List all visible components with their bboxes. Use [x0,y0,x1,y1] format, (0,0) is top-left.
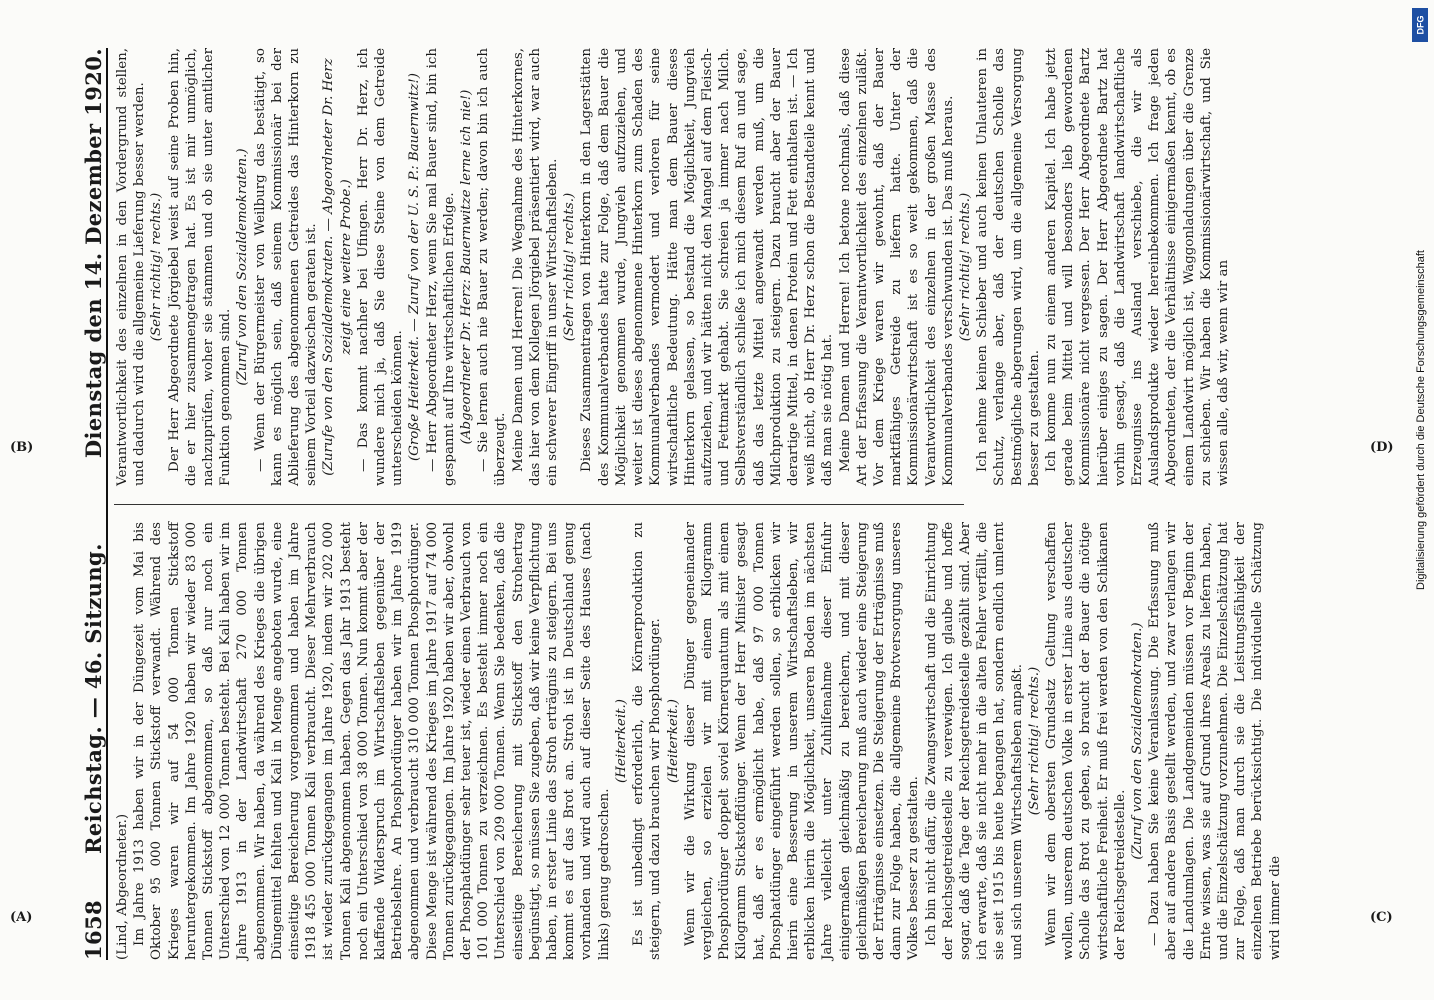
paragraph: (Zurufe von den Sozialdemokraten. — Abgeordneter Dr. Herz zeigt eine weitere Probe.) [321,58,354,476]
paragraph: — Das kommt nachher bei Ufingen. Herr Dr. Herz, ich wundere mich ja, daß Sie diese Steine von dem Getreide unterscheiden können. [355,48,406,486]
paragraph: (Heiterkeit.) [665,699,681,783]
paragraph: (Lind, Abgeordneter.) [115,813,130,960]
paragraph: (Sehr richtig! rechts.) [1026,666,1042,816]
paragraph: (Zuruf von den Sozialdemokraten.) [1129,622,1145,860]
page-content [66,48,1366,960]
page-number: 1658 [81,899,106,960]
paragraph: — Wenn der Bürgermeister von Weilburg das bestätigt, so kann es möglich sein, daß seinem Kommissionär bei der Ablieferung des abgenommenen Getreides das Hinterkorn zu seinem Vorteil dazwischen geraten ist. [252,48,320,486]
dfg-logo [1412,8,1428,42]
paragraph: Meine Damen und Herren! Ich betone nochmals, daß diese Art der Erfassung die Verantwortlichkeit des einzelnen zuläßt. Vor dem Kriege waren wir gewohnt, daß der Bauer marktfähiges Getreide zu liefern hatte. Unter der Kommissionärwirtschaft ist es so weit gekommen, daß die Verantwortlichkeit des einzelnen in der großen Masse des Kommunalverbandes verschwunden ist. Das muß heraus. [837,48,956,486]
paragraph: Es ist unbedingt erforderlich, die Körnerproduktion zu steigern, und dazu brauchen wir Phosphordünger. [631,522,664,960]
session-title: Reichstag. — 46. Sitzung. [81,543,106,854]
paragraph: (Sehr richtig! rechts.) [149,192,165,342]
paragraph: Ich bin nicht dafür, die Zwangswirtschaft und die Einrichtung der Reichsgetreidestelle zu verewigen. Ich glaube und hoffe sogar, daß die Tage der Reichsgetreidestelle gezählt sind. Aber ich erwarte, daß sie nicht mehr in die alten Fehler verfällt, die sie seit 1915 bis heute begangen hat, sondern endlich umlernt und sich unserem Wirtschaftsleben anpaßt. [923,522,1025,960]
digitization-sidebar [1410,0,1432,1000]
paragraph: (Sehr richtig! rechts.) [562,192,578,342]
paragraph: (Zuruf von den Sozialdemokraten.) [235,148,251,386]
page-header [66,48,108,960]
margin-marker-d: (D) [1370,440,1394,455]
paragraph: Wenn wir die Wirkung dieser Dünger gegeneinander vergleichen, so erzielen wir mit einem Kilogramm Phosphordünger doppelt soviel Körnerquantum als mit einem Kilogramm Stickstoffdünger. Wenn der Herr Minister gesagt hat, daß er es ermöglicht habe, daß 97 000 Tonnen Phosphatdünger eingeführt werden sollen, so erblicken wir hierin eine Besserung in unserem Wirtschaftsleben, wir erblicken hierin die Möglichkeit, unseren Boden im nächsten Jahre vielleicht unter Zuhilfenahme dieser Einfuhr einigermaßen gleichmäßig zu bereichern, und mit dieser gleichmäßigen Bereicherung muß auch wieder eine Steigerung der Erträgnisse einsetzen. Die Steigerung der Erträgnisse muß dann zur Folge haben, die allgemeine Brotversorgung unseres Volkes besser zu gestalten. [682,522,922,960]
session-date: Dienstag den 14. Dezember 1920. [81,48,106,459]
paragraph: Ich nehme keinen Schieber und auch keinen Unlauteren in Schutz, verlange aber, daß der deutschen Scholle das Bestmögliche abgerungen wird, um die allgemeine Versorgung besser zu gestalten. [975,48,1042,486]
paragraph: — Dazu haben Sie keine Veranlassung. Die Erfassung muß aber auf andere Basis gestellt werden, und zwar verlangen wir die Landumlagen. Die Landgemeinden müssen vor Beginn der Ernte wissen, was sie auf Grund ihres Areals zu liefern haben, und die Einzelschätzung vorzunehmen. Die Einzelschätzung hat zur Folge, daß man durch sie die Leistungsfähigkeit der einzelnen Betriebe berücksichtigt. Die individuelle Schätzung wird immer die [1147,522,1283,960]
margin-marker-c: (C) [1370,910,1393,925]
left-column [114,522,1283,960]
margin-marker-b: (B) [10,440,34,455]
paragraph: (Abgeordneter Dr. Herz: Bauernwitze lerne ich nie!) [459,89,475,445]
paragraph: Dieses Zusammentragen von Hinterkorn in den Lagerstätten des Kommunalverbandes hatte zur Folge, daß dem Bauer die Möglichkeit genommen wurde, Jungvieh aufzuziehen, und weiter ist dieses abgenommene Hinterkorn zum Schaden des Kommunalverbandes vermodert und verloren für seine wirtschaftliche Bedeutung. Hätte man dem Bauer dieses Hinterkorn gelassen, so bestand die Möglichkeit, Jungvieh aufzuziehen, und wir hätten nicht den Mangel auf dem Fleisch- und Fettmarkt gehabt. Sie schreien ja immer nach Milch. Selbstverständlich schließe ich mich diesem Ruf an und sage, daß das letzte Mittel angewandt werden muß, um die Milchproduktion zu steigern. Dazu braucht aber der Bauer derartige Mittel, in denen Protein und Fett enthalten ist. — Ich weiß nicht, ob Herr Dr. Herz schon die Bestandteile kennt und daß man sie nötig hat. [579,48,836,486]
paragraph: — Herr Abgeordneter Herz, wenn Sie mal Bauer sind, bin ich gespannt auf Ihre wirtschaftlichen Erfolge. [424,48,457,486]
paragraph: Der Herr Abgeordnete Jörgiebel weist auf seine Proben hin, die er hier zusammengetragen hat. Es ist mir unmöglich, nachzuprüfen, woher sie stammen und ob sie unter amtlicher Funktion genommen sind. [166,48,234,486]
paragraph: Wenn wir dem obersten Grundsatz Geltung verschaffen wollen, unserem deutschen Volke in erster Linie aus deutscher Scholle das Brot zu geben, so braucht der Bauer die nötige wirtschaftliche Freiheit. Er muß frei werden von den Schikanen der Reichsgetreidestelle. [1043,522,1128,960]
paragraph: Ich komme nun zu einem anderen Kapitel. Ich habe jetzt gerade beim Mittel und will besonders lieb gewordenen Kommissionäre nicht vergessen. Der Herr Abgeordnete Bartz hierüber einiges zu sagen. Der Herr Abgeordnete Bartz hat vorhin gesagt, daß die Landwirtschaft landwirtschaftliche Erzeugnisse ins Ausland verschiebe, die wir als Auslandsprodukte wieder hereinbekommen. Ich frage jeden Abgeordneten, der die Verhältnisse einigermaßen kennt, ob es einem Landwirt möglich ist, Waggonladungen über die Grenze zu schieben. Wir haben die Kommissionärwirtschaft, und Sie wissen alle, daß wir, wenn wir an [1043,48,1231,486]
paragraph: (Große Heiterkeit. — Zuruf von der U. S. P.: Bauernwitz!) [407,72,423,462]
paragraph: Verantwortlichkeit des einzelnen in den Vordergrund stellen, und dadurch wird die allgemeine Lieferung besser werden. [115,48,148,486]
rotated-page [66,0,1283,960]
digitization-note: Digitalisierung gefördert durch die Deutsche Forschungsgemeinschaft [1415,250,1427,590]
dfg-logo-text: DFG [1415,15,1425,35]
paragraph: — Sie lernen auch nie Bauer zu werden; davon bin ich auch überzeugt. [476,48,509,486]
paragraph: (Sehr richtig! rechts.) [957,192,973,342]
paragraph: Im Jahre 1913 haben wir in der Düngezeit vom Mai bis Oktober 95 000 Tonnen Stickstoff verwandt. Während des Krieges waren wir auf 54 000 Tonnen Stickstoff heruntergekommen. Im Jahre 1920 haben wir wieder 83 000 Tonnen Stickstoff abgenommen, so daß nur noch ein Unterschied von 12 000 Tonnen besteht. Bei Kali haben wir im Jahre 1913 in der Landwirtschaft 270 000 Tonnen abgenommen. Wir haben, da während des Krieges die übrigen Düngemittel fehlten und Kali in Menge angeboten wurde, eine einseitige Bereicherung vorgenommen und haben im Jahre 1918 455 000 Tonnen Kali verbraucht. Dieser Mehrverbrauch ist wieder zurückgegangen im Jahre 1920, indem wir 202 000 Tonnen Kali abgenommen haben. Gegen das Jahr 1913 besteht noch ein Unterschied von 38 000 Tonnen. Nun kommt aber der klaffende Widerspruch im Wirtschaftsleben gegenüber der Betriebslehre. An Phosphordünger haben wir im Jahre 1919 abgenommen und verbraucht 310 000 Tonnen Phosphordünger. Diese Menge ist während des Krieges im Jahre 1917 auf 74 000 Tonnen zurückgegangen. Im Jahre 1920 haben wir aber, obwohl der Phosphatdünger sehr teuer ist, wieder einen Verbrauch von 101 000 Tonnen zu verzeichnen. Es besteht immer noch ein Unterschied von 209 000 Tonnen. Wenn Sie bedenken, daß die einseitige Bereicherung mit Stickstoff den Strohertrag begünstigt, so müssen Sie zugeben, daß wir keine Verpflichtung haben, in erster Linie das Stroh erträgnis zu steigern. Bei uns kommt es auf das Brot an. Stroh ist in Deutschland genug vorhanden und wird auch auf dieser Seite des Hauses (nach links) genug gedroschen. [132,522,612,960]
right-column [114,48,1231,486]
header-left [81,543,106,960]
paragraph: Meine Damen und Herren! Die Wegnahme des Hinterkornes, das hier von dem Kollegen Jörgiebel präsentiert wird, war auch ein schwerer Eingriff in unser Wirtschaftsleben. [510,48,561,486]
paragraph: (Heiterkeit.) [613,699,629,783]
column-divider [114,504,964,505]
margin-marker-a: (A) [10,910,33,925]
